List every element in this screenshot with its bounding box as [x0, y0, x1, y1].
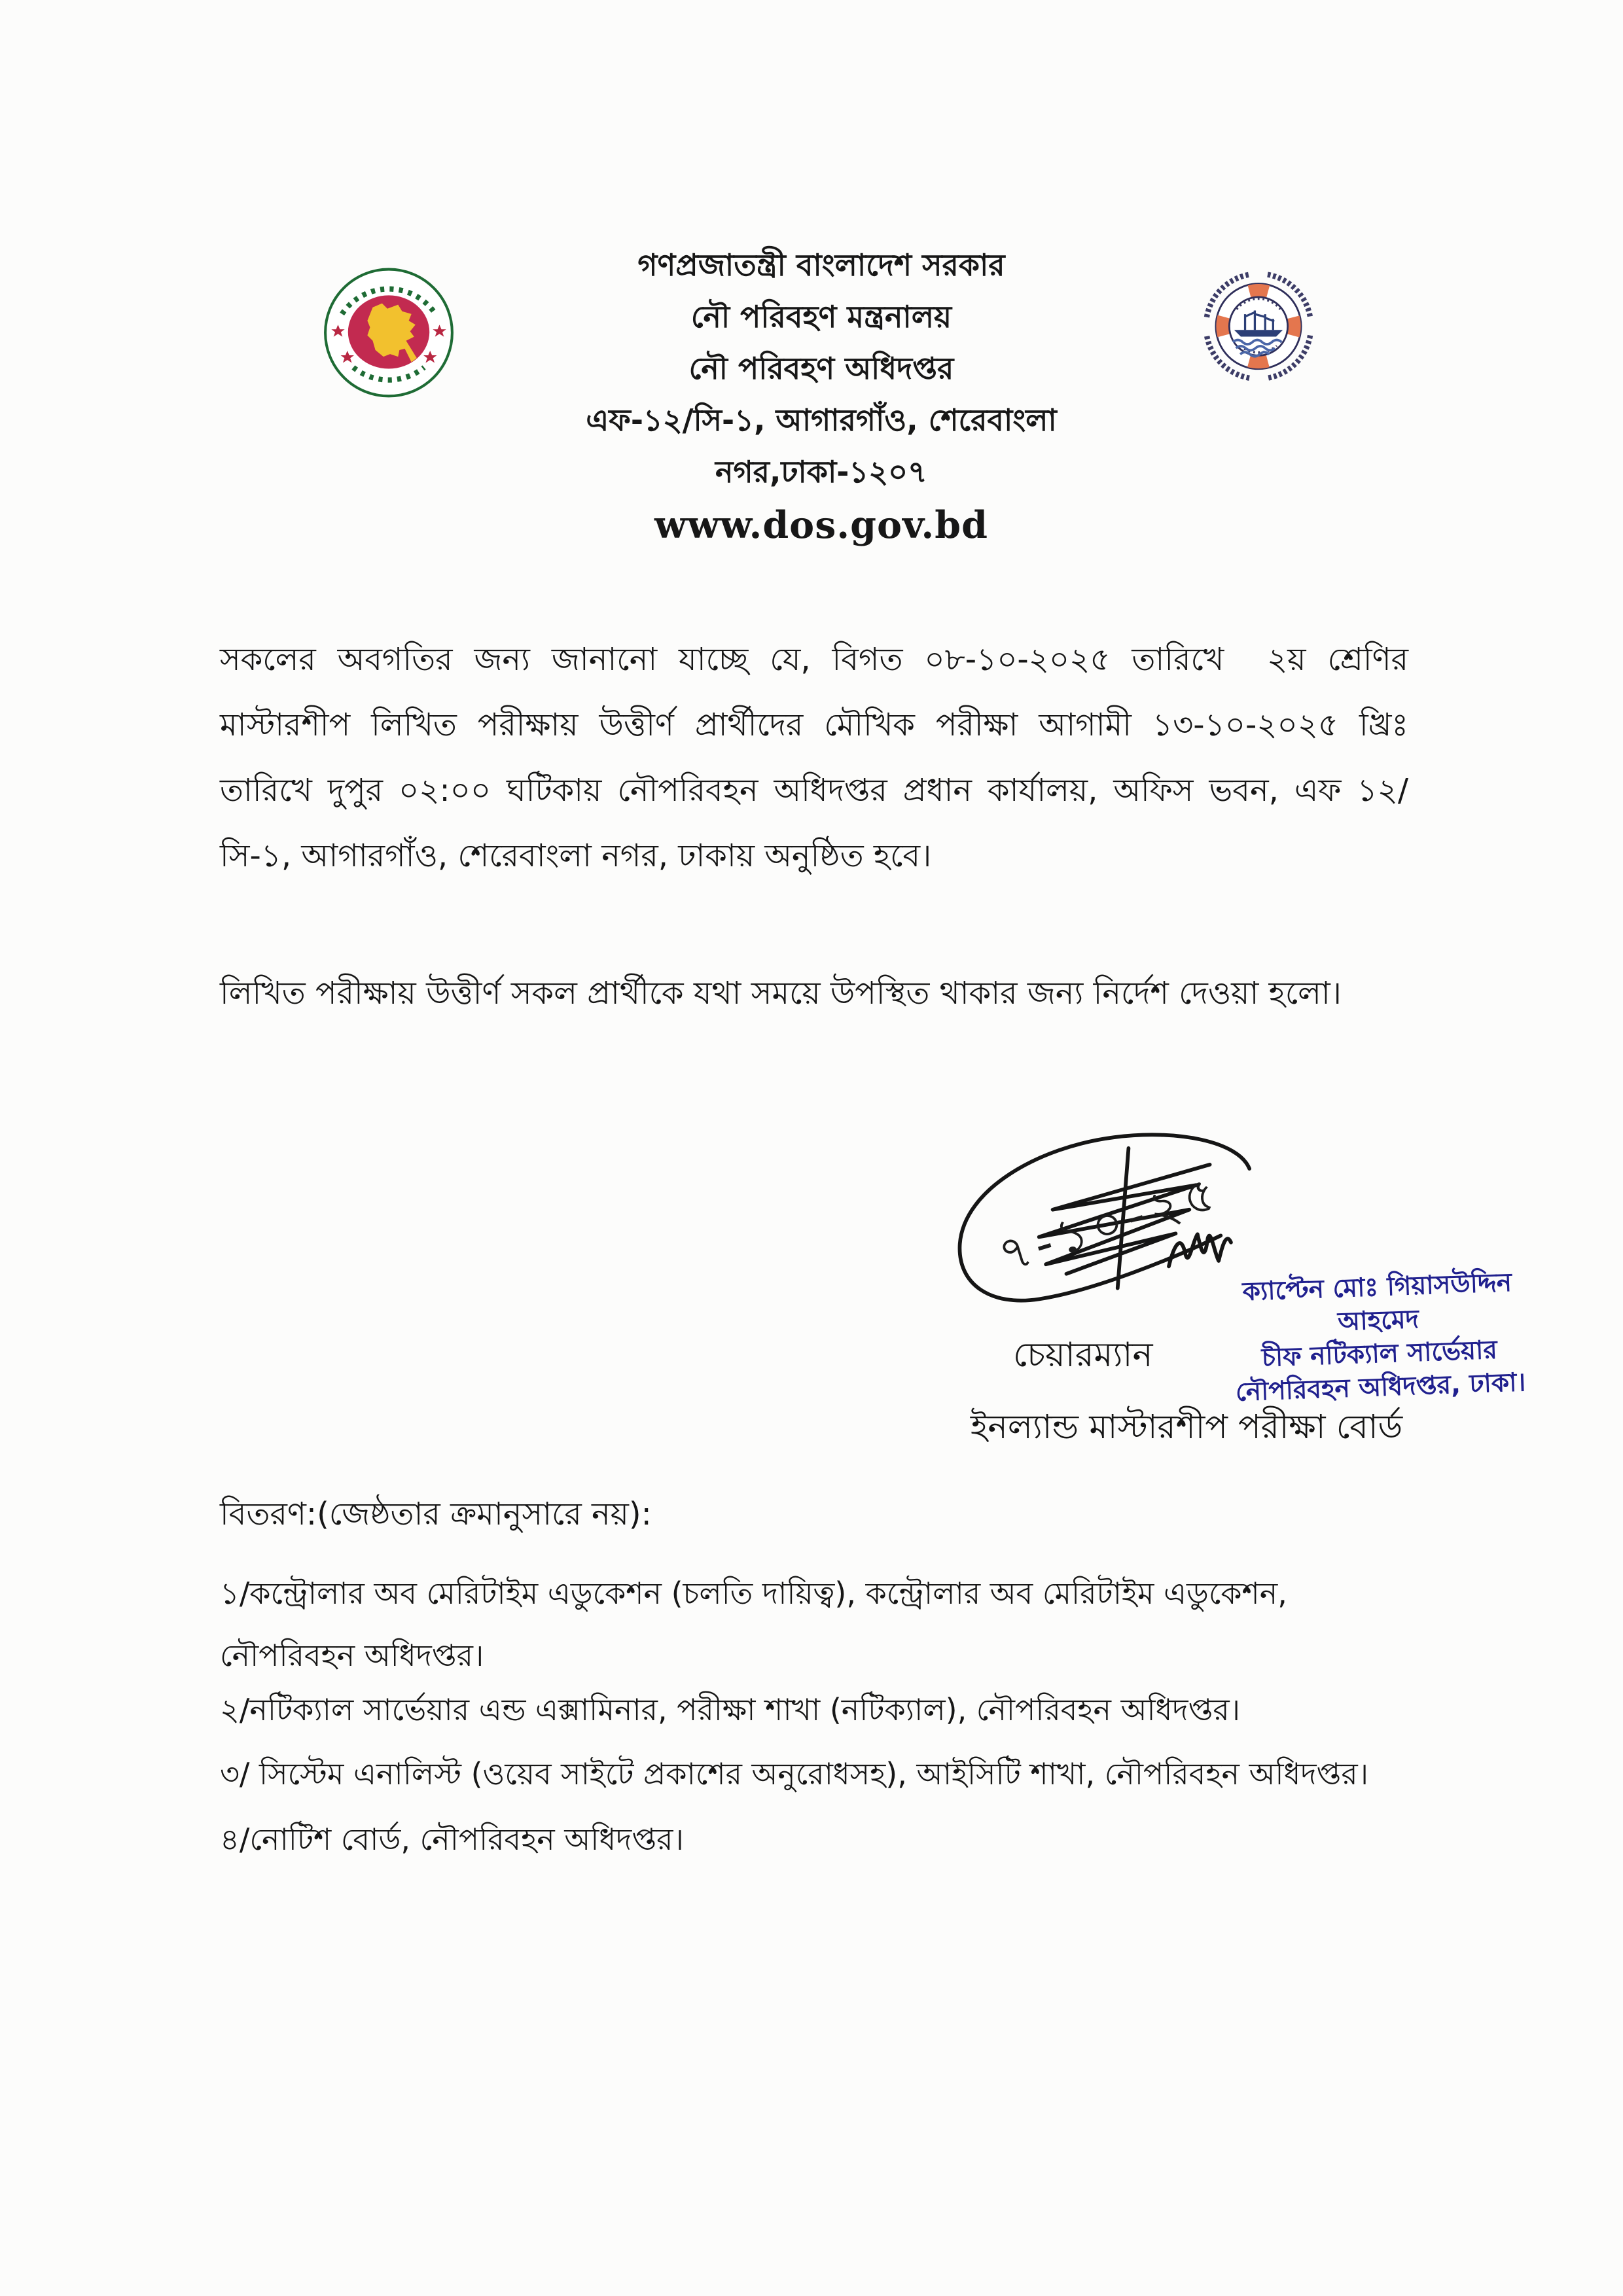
notice-paragraph: সকলের অবগতির জন্য জানানো যাচ্ছে যে, বিগত ০৮-১০-২০২৫ তারিখে ২য় শ্রেণির মাস্টারশীপ লিখিত পরীক্ষায় উত্তীর্ণ প্রার্থীদের মৌখিক পরীক্ষা আগামী ১৩-১০-২০২৫ খ্রিঃ তারিখে দুপুর ০২:০০ ঘটিকায় নৌপরিবহন অধিদপ্তর প্রধান কার্যালয়, অফিস ভবন, এফ ১২/সি-১, আগারগাঁও, শেরেবাংলা নগর, ঢাকায় অনুষ্ঠিত হবে।	[220, 641, 1419, 874]
govt-line: গণপ্রজাতন্ত্রী বাংলাদেশ সরকার	[637, 247, 1005, 283]
address-line-1: এফ-১২/সি-১, আগারগাঁও, শেরেবাংলা	[586, 402, 1057, 438]
distribution-heading: বিতরণ:(জেষ্ঠতার ক্রমানুসারে নয়):	[220, 1496, 652, 1532]
address-line-2: নগর,ঢাকা-১২০৭	[715, 454, 927, 489]
ministry-line: নৌ পরিবহণ মন্ত্রনালয়	[690, 299, 952, 334]
distribution-item-1: ১/কন্ট্রোলার অব মেরিটাইম এডুকেশন (চলতি দায়িত্ব), কন্ট্রোলার অব মেরিটাইম এডুকেশন, নৌপরিবহন অধিদপ্তর।	[220, 1576, 1287, 1673]
stamp-title: চীফ নটিক্যাল সার্ভেয়ার	[1261, 1335, 1498, 1373]
exam-board-label: ইনল্যান্ড মাস্টারশীপ পরীক্ষা বোর্ড	[970, 1408, 1403, 1447]
distribution-item-3: ৩/ সিস্টেম এনালিস্ট (ওয়েব সাইটে প্রকাশের অনুরোধসহ), আইসিটি শাখা, নৌপরিবহন অধিদপ্তর।	[220, 1756, 1369, 1792]
distribution-item-4: ৪/নোটিশ বোর্ড, নৌপরিবহন অধিদপ্তর।	[220, 1822, 684, 1857]
website-url: www.dos.gov.bd	[654, 503, 988, 547]
stamp-office: নৌপরিবহন অধিদপ্তর, ঢাকা।	[1235, 1368, 1527, 1407]
instruction-paragraph: লিখিত পরীক্ষায় উত্তীর্ণ সকল প্রার্থীকে যথা সময়ে উপস্থিত থাকার জন্য নির্দেশ দেওয়া হলো।	[220, 975, 1342, 1012]
stamp-name: ক্যাপ্টেন মোঃ গিয়াসউদ্দিন আহমেদ	[1241, 1267, 1512, 1337]
designation-label: চেয়ারম্যান	[1013, 1335, 1153, 1375]
signatory-stamp	[1204, 1265, 1555, 1410]
handwritten-date: ৭-১০-২৫	[991, 1163, 1228, 1284]
department-line: নৌ পরিবহণ অধিদপ্তর	[688, 351, 954, 386]
distribution-item-2: ২/নটিক্যাল সার্ভেয়ার এন্ড এক্সামিনার, পরীক্ষা শাখা (নটিক্যাল), নৌপরিবহন অধিদপ্তর।	[220, 1692, 1241, 1727]
letterhead	[419, 239, 1224, 553]
